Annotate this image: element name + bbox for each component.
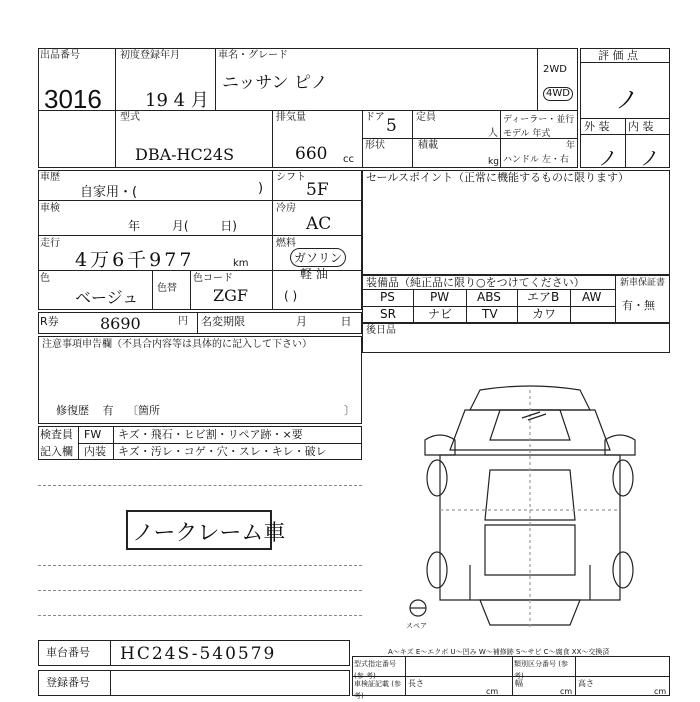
dashed-line	[38, 615, 362, 616]
model-year-unit: 年	[566, 141, 576, 151]
col-line	[152, 270, 153, 310]
height-label: 高さ	[578, 679, 594, 688]
mileage-label: 走行	[40, 238, 60, 249]
fuel-value: ガソリン	[290, 248, 346, 267]
displacement-value: 660	[295, 144, 328, 164]
col-line	[537, 48, 538, 110]
col-line	[110, 670, 111, 696]
fuel-alt: 軽 油	[300, 267, 328, 281]
equip-sr[interactable]: SR	[380, 307, 396, 321]
col-line	[197, 312, 198, 334]
color-change-label: 色替	[157, 283, 177, 294]
col-line	[466, 289, 467, 323]
score-divider	[580, 62, 670, 63]
row-line	[38, 200, 362, 201]
rear-box	[362, 323, 670, 353]
color-code-label: 色コード	[193, 273, 233, 284]
col-line	[215, 48, 216, 110]
col-line	[413, 289, 414, 323]
equip-airbag[interactable]: エアB	[527, 290, 560, 304]
inspection-label: 車検	[40, 203, 60, 214]
equip-aw[interactable]: AW	[582, 290, 602, 304]
type-designation-label: 型式指定番号 (参 考)	[354, 660, 396, 680]
recycle-unit: 円	[178, 316, 188, 327]
capacity-label: 定員	[416, 112, 436, 123]
col-line	[615, 275, 616, 323]
fw-items: キズ・飛石・ヒビ割・リペア跡・×要	[118, 428, 303, 441]
entry-label: 記入欄	[40, 445, 73, 458]
displacement-unit: cc	[343, 154, 354, 165]
damage-legend: A～キズ E～エクボ U～凹み W～補修跡 S～サビ C～腐食 XX～交換済	[388, 648, 610, 656]
col-line	[500, 110, 501, 168]
interior-row-label: 内装	[84, 445, 106, 458]
rear-seat-label: 後日品	[366, 325, 396, 336]
load-unit: kg	[488, 157, 499, 167]
model-year-label: モデル 年式	[503, 129, 551, 139]
car-name-value: ニッサン ピノ	[222, 73, 328, 93]
capacity-unit: 人	[488, 128, 498, 139]
exterior-value: ノ	[598, 146, 618, 170]
shape-label: 形状	[365, 140, 385, 151]
col-line	[113, 426, 114, 460]
col-line	[190, 270, 191, 310]
drive-4wd: 4WD	[543, 87, 573, 101]
first-reg-value: 19 4 月	[145, 90, 209, 111]
category-label: 類別区分番号 (参 考)	[514, 660, 568, 680]
sales-point-label: セールスポイント（正常に機能するものに限ります）	[366, 171, 630, 184]
model-value: DBA-HC24S	[135, 145, 235, 164]
first-reg-label: 初度登録年月	[120, 50, 180, 61]
col-line	[405, 656, 406, 696]
drive-2wd: 2WD	[543, 64, 567, 75]
chassis-value: HC24S-540579	[120, 644, 277, 664]
exterior-label: 外 装	[584, 120, 610, 133]
dashed-line	[38, 565, 362, 566]
dealer-label: ディーラー・並行	[503, 115, 575, 125]
row-line	[38, 110, 578, 111]
repair-label: 修復歴 有 〔箇所	[56, 404, 160, 417]
reg-number-label: 登録番号	[46, 676, 90, 689]
col-line	[575, 656, 576, 696]
inspector-label: 検査員	[40, 428, 73, 441]
color-label: 色	[40, 273, 50, 284]
dashed-line	[38, 590, 362, 591]
lot-number: 3016	[44, 84, 102, 114]
equip-tv[interactable]: TV	[482, 307, 498, 321]
history-label: 車歴	[40, 172, 60, 183]
row-line	[38, 235, 362, 236]
recycle-label: R券	[40, 315, 59, 328]
equip-abs[interactable]: ABS	[477, 290, 501, 304]
col-line	[512, 656, 513, 696]
length-label: 長さ	[408, 679, 424, 688]
equip-leather[interactable]: カワ	[532, 307, 557, 321]
spare-label: スペア	[406, 622, 427, 630]
fw-label: FW	[84, 428, 102, 441]
equip-navi[interactable]: ナビ	[428, 307, 453, 321]
new-warranty-label: 新車保証書	[620, 278, 666, 288]
shift-value: 5F	[306, 180, 329, 200]
fuel-paren: ( )	[284, 289, 298, 303]
row-line	[78, 443, 362, 444]
interior-items: キズ・汚レ・コゲ・穴・スレ・キレ・破レ	[118, 445, 327, 458]
displacement-label: 排気量	[276, 112, 306, 123]
equip-ps[interactable]: PS	[380, 290, 395, 304]
sales-point-box	[362, 170, 670, 275]
score-split	[625, 118, 626, 168]
width-label: 幅	[515, 679, 523, 688]
car-name-label: 車名・グレード	[218, 50, 288, 61]
no-claim-stamp: ノークレーム車	[132, 521, 286, 546]
title-deadline-label: 名変期限	[201, 315, 245, 328]
fuel-label: 燃料	[276, 238, 296, 249]
col-line	[272, 170, 273, 310]
notes-label: 注意事項申告欄（不具合内容等は具体的に記入して下さい）	[42, 339, 312, 350]
interior-value: ノ	[640, 146, 660, 170]
col-line	[110, 640, 111, 666]
aircon-value: AC	[306, 214, 332, 234]
col-line	[517, 289, 518, 323]
lot-label: 出品番号	[40, 50, 80, 61]
height-unit: cm	[654, 687, 667, 696]
col-line	[78, 426, 79, 460]
width-unit: cm	[560, 687, 573, 696]
vehicle-reg-label: 車検証記載 (参 考)	[354, 680, 401, 700]
interior-label: 内 装	[628, 120, 654, 133]
title-deadline-value: 月 日	[296, 315, 352, 328]
mileage-unit: km	[233, 258, 249, 269]
doors-label: ドア	[365, 112, 385, 123]
history-value: 自家用・(	[80, 185, 138, 200]
warranty-value: 有・無	[622, 299, 655, 312]
inspection-value: 年 月( 日)	[128, 219, 237, 233]
handle-label: ハンドル 左・右	[503, 155, 569, 165]
col-line	[272, 110, 273, 168]
color-code-value: ZGF	[213, 286, 248, 305]
mileage-value: 4万6千977	[75, 249, 195, 271]
length-unit: cm	[486, 687, 499, 696]
col-line	[412, 110, 413, 168]
color-value: ベージュ	[75, 288, 139, 307]
chassis-label: 車台番号	[46, 646, 90, 659]
recycle-value: 8690	[100, 314, 141, 333]
score-label: 評 価 点	[598, 49, 638, 62]
shift-label: シフト	[276, 172, 306, 183]
model-label: 型式	[120, 112, 140, 123]
aircon-label: 冷房	[276, 203, 296, 214]
repair-close: 〕	[344, 404, 355, 417]
history-close: )	[258, 181, 264, 196]
load-label: 積載	[418, 140, 438, 151]
col-line	[362, 110, 363, 168]
col-line	[115, 48, 116, 168]
equipment-label: 装備品（純正品に限り○をつけてください）	[366, 276, 585, 289]
dashed-line	[38, 485, 362, 486]
doors-value: 5	[386, 116, 397, 136]
equip-pw[interactable]: PW	[430, 290, 450, 304]
score-value: ノ	[615, 86, 639, 114]
col-line	[570, 289, 571, 323]
